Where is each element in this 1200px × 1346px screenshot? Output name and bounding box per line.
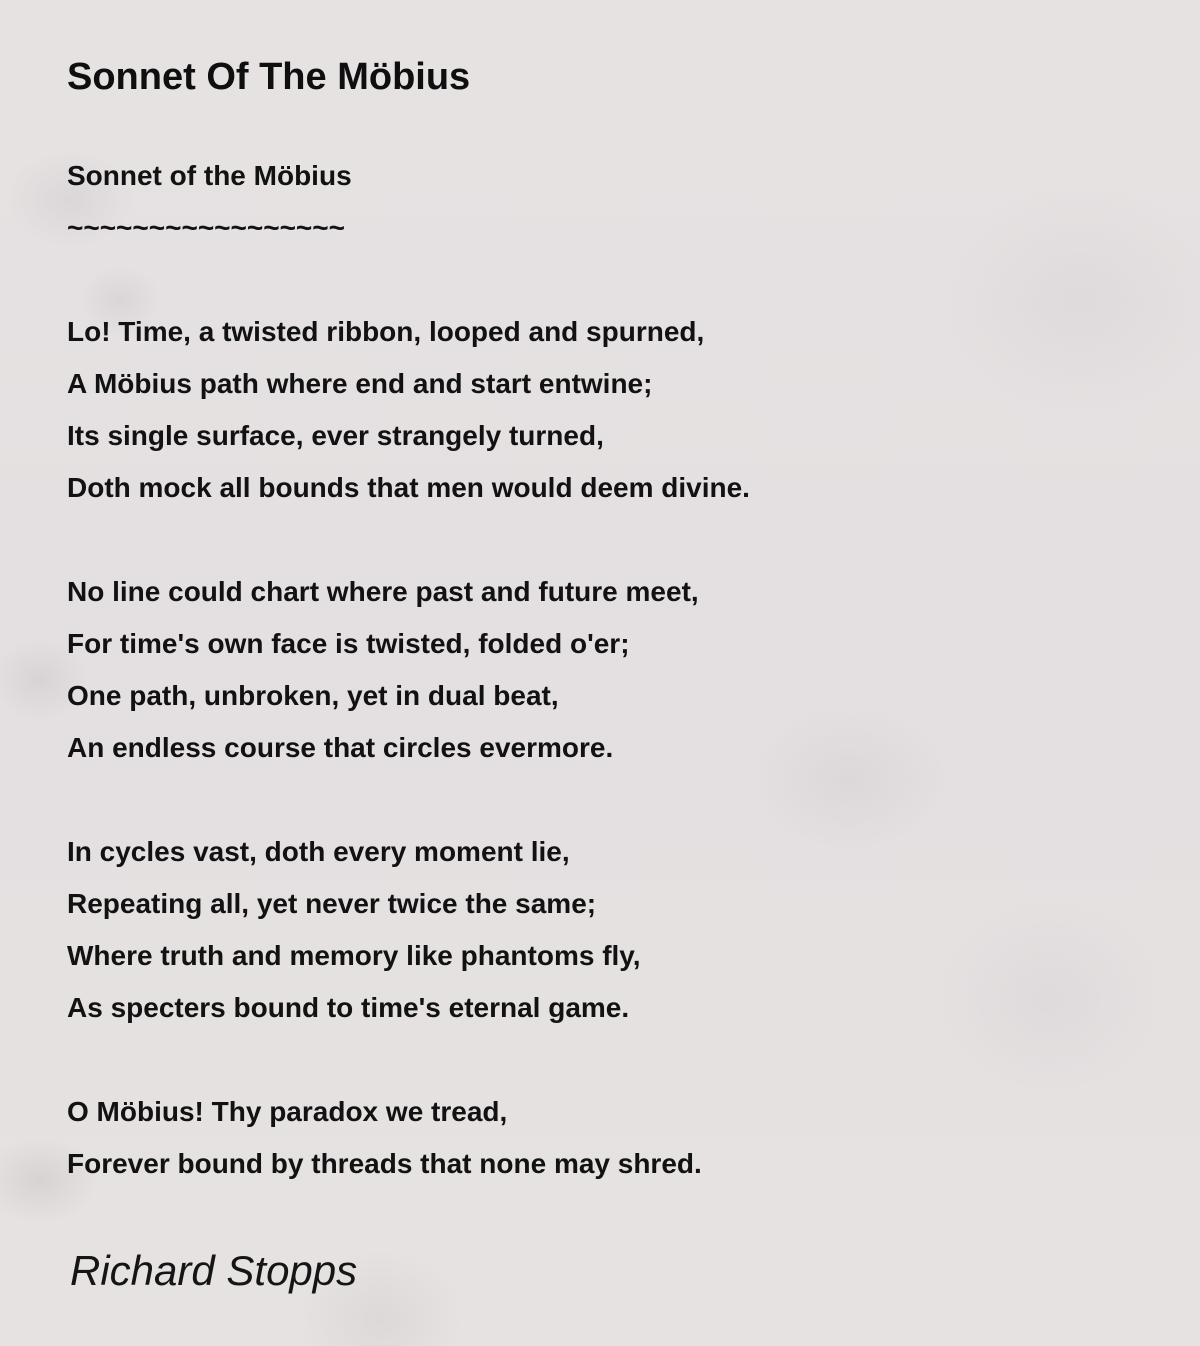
poem-line: One path, unbroken, yet in dual beat,: [67, 680, 559, 711]
poem-blank-line: [67, 774, 1147, 826]
poem-divider: ~~~~~~~~~~~~~~~~~: [67, 212, 345, 243]
poem-line: Doth mock all bounds that men would deem divine.: [67, 472, 750, 503]
poem-blank-line: [67, 1034, 1147, 1086]
poem-line: O Möbius! Thy paradox we tread,: [67, 1096, 508, 1127]
poem-author: Richard Stopps: [70, 1247, 358, 1294]
poem-line: No line could chart where past and future meet,: [67, 576, 699, 607]
poem-blank-line: [67, 254, 1147, 306]
poem-subtitle: Sonnet of the Möbius: [67, 160, 352, 191]
poem-title: Sonnet Of The Möbius: [67, 56, 471, 98]
poem-blank-line: [67, 514, 1147, 566]
poem-line: In cycles vast, doth every moment lie,: [67, 836, 570, 867]
poem-line: A Möbius path where end and start entwine;: [67, 368, 653, 399]
poem-line: Lo! Time, a twisted ribbon, looped and spurned,: [67, 316, 705, 347]
poem-line: Forever bound by threads that none may shred.: [67, 1148, 702, 1179]
poem-line: Repeating all, yet never twice the same;: [67, 888, 597, 919]
poem-line: Its single surface, ever strangely turned,: [67, 420, 604, 451]
poem-line: For time's own face is twisted, folded o'er;: [67, 628, 630, 659]
poem-body: [67, 150, 1147, 1190]
poem-line: An endless course that circles evermore.: [67, 732, 614, 763]
poem-line: As specters bound to time's eternal game.: [67, 992, 630, 1023]
poem-line: Where truth and memory like phantoms fly,: [67, 940, 641, 971]
